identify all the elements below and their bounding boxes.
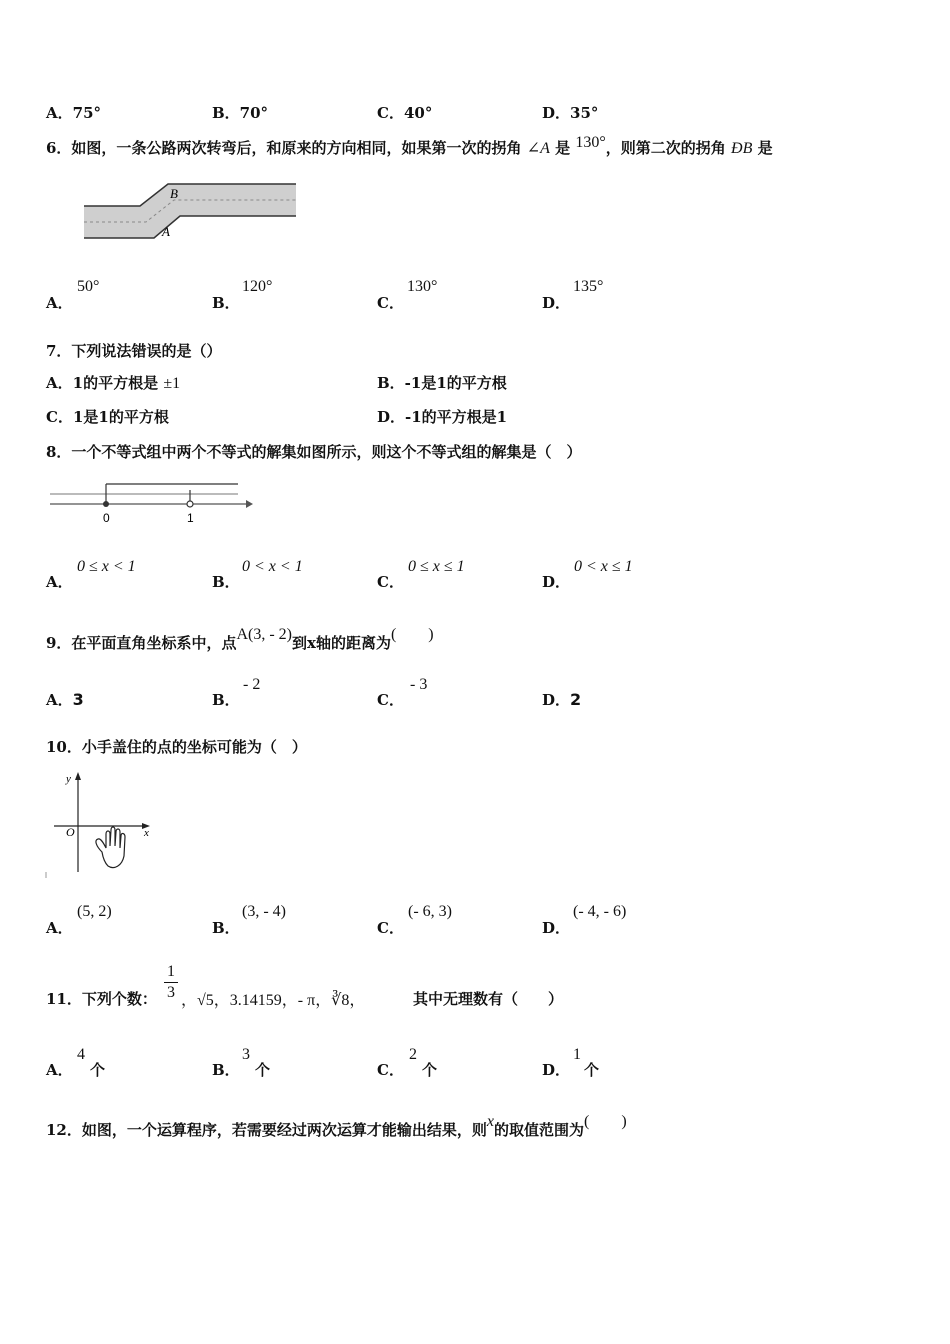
- q6-angle-b: ÐB: [731, 140, 753, 157]
- q5-option-b[interactable]: B．70°: [212, 104, 269, 122]
- q6-option-a-value: 50°: [77, 278, 100, 295]
- q11-option-d-unit: 个: [584, 1061, 600, 1079]
- q9-option-d-value: 2: [570, 690, 582, 709]
- origin-label: O: [66, 825, 75, 839]
- tick-label-1: 1: [187, 511, 194, 525]
- q9-option-b-value: - 2: [243, 676, 261, 693]
- q6-angle-value: 130°: [575, 134, 606, 151]
- q6-option-d-value: 135°: [573, 278, 604, 295]
- q8-number-line: [48, 478, 254, 528]
- number-line-arrow: [246, 500, 253, 508]
- q11-option-d-letter[interactable]: D．: [542, 1061, 571, 1079]
- q12-stem: [46, 1113, 627, 1140]
- q6-option-c-value: 130°: [407, 278, 438, 295]
- q6-stem-text-a: 6．如图，一条公路两次转弯后，和原来的方向相同，如果第一次的拐角: [46, 139, 522, 157]
- q11-option-d-num: 1: [573, 1046, 581, 1063]
- q5-option-d[interactable]: D．35°: [542, 104, 599, 122]
- q9-point: A(3, - 2): [236, 626, 292, 643]
- q9-option-c-letter[interactable]: C．: [377, 691, 404, 709]
- q11-option-c-num: 2: [409, 1046, 417, 1063]
- q6-stem-text-b: 是: [555, 139, 571, 157]
- q11-option-c-letter[interactable]: C．: [377, 1061, 404, 1079]
- q10-stem: 10．小手盖住的点的坐标可能为（ ）: [46, 738, 307, 756]
- point-zero-closed: [103, 501, 109, 507]
- q11-fraction-bar: [164, 982, 178, 983]
- x-axis-label: x: [144, 827, 149, 839]
- y-axis-label: y: [66, 773, 71, 785]
- q11-stem-question: 其中无理数有（ ）: [413, 990, 564, 1008]
- y-axis-arrow: [75, 772, 81, 780]
- road-label-b: B: [170, 186, 178, 201]
- q8-option-c-value: 0 ≤ x ≤ 1: [408, 558, 465, 575]
- q11-fraction-numerator: 1: [167, 963, 175, 980]
- q9-option-d-letter: D．: [542, 691, 571, 709]
- q7-option-a-math: ±1: [163, 375, 181, 392]
- q10-option-d-value: (- 4, - 6): [573, 903, 627, 920]
- q9-option-b-letter[interactable]: B．: [212, 691, 240, 709]
- tick-label-0: 0: [103, 511, 110, 525]
- q6-stem-text-c: ，则第二次的拐角: [605, 139, 726, 157]
- q11-option-b-letter[interactable]: B．: [212, 1061, 240, 1079]
- q10-option-d-letter[interactable]: D．: [542, 919, 571, 937]
- q11-option-a-num: 4: [77, 1046, 85, 1063]
- q7-option-b[interactable]: B．-1是1的平方根: [377, 374, 507, 392]
- q11-fraction-denominator: 3: [167, 984, 175, 1001]
- q11-fraction: [164, 963, 178, 1002]
- q9-stem-text-a: 9．在平面直角坐标系中，点: [46, 634, 237, 652]
- q10-option-a-value: (5, 2): [77, 903, 112, 920]
- q7-option-c[interactable]: C．1是1的平方根: [46, 408, 169, 426]
- q5-option-a[interactable]: A．75°: [46, 104, 102, 122]
- q7-option-a[interactable]: [46, 372, 180, 393]
- q9-option-c-value: - 3: [410, 676, 428, 693]
- q8-option-d-letter[interactable]: D．: [542, 573, 571, 591]
- q9-answer-paren: ( ): [390, 626, 434, 643]
- q6-option-d-letter[interactable]: D．: [542, 294, 571, 312]
- q10-option-c-value: (- 6, 3): [408, 903, 452, 920]
- road-label-a: A: [162, 224, 170, 239]
- q9-option-a-letter: A．: [46, 691, 73, 709]
- hand-icon: [96, 827, 125, 868]
- road-fill: [84, 184, 296, 238]
- q12-stem-text-b: 的取值范围为: [494, 1121, 585, 1139]
- q10-coordinate-figure: [44, 768, 154, 880]
- q9-option-a-value: 3: [72, 690, 84, 709]
- point-one-open: [187, 501, 193, 507]
- q6-road-figure: [80, 178, 300, 246]
- q11-option-c-unit: 个: [422, 1061, 438, 1079]
- q6-angle-a: ∠A: [526, 140, 550, 157]
- q8-option-b-letter[interactable]: B．: [212, 573, 240, 591]
- q6-option-a-letter[interactable]: A．: [46, 294, 73, 312]
- q8-option-a-letter[interactable]: A．: [46, 573, 73, 591]
- q9-stem-text-b: 到x轴的距离为: [292, 634, 391, 652]
- q6-option-c-letter[interactable]: C．: [377, 294, 404, 312]
- q8-option-b-value: 0 < x < 1: [242, 558, 303, 575]
- q10-option-c-letter[interactable]: C．: [377, 919, 404, 937]
- q11-stem-label: 11．下列个数：: [46, 990, 157, 1008]
- q11-number-list: ，√5，3.14159，- π，∛8，: [181, 992, 366, 1009]
- q6-stem: [46, 134, 773, 158]
- q7-option-d[interactable]: D．-1的平方根是1: [377, 408, 508, 426]
- q7-option-a-letter: A．: [46, 374, 73, 392]
- q8-option-a-value: 0 ≤ x < 1: [77, 558, 136, 575]
- q11-option-b-unit: 个: [255, 1061, 271, 1079]
- q6-option-b-value: 120°: [242, 278, 273, 295]
- q11-option-b-num: 3: [242, 1046, 250, 1063]
- q9-option-a[interactable]: [46, 689, 84, 710]
- q11-option-a-letter[interactable]: A．: [46, 1061, 73, 1079]
- q12-stem-text-a: 12．如图，一个运算程序，若需要经过两次运算才能输出结果，则: [46, 1121, 487, 1139]
- q8-option-d-value: 0 < x ≤ 1: [574, 558, 633, 575]
- q7-stem: 7．下列说法错误的是（）: [46, 342, 222, 360]
- q8-option-c-letter[interactable]: C．: [377, 573, 404, 591]
- q12-variable: x: [486, 1113, 494, 1130]
- q10-option-a-letter[interactable]: A．: [46, 919, 73, 937]
- q6-stem-text-d: 是: [757, 139, 773, 157]
- q8-stem: 8．一个不等式组中两个不等式的解集如图所示，则这个不等式组的解集是（ ）: [46, 443, 582, 461]
- q9-option-d[interactable]: [542, 689, 581, 710]
- q9-stem: [46, 626, 434, 653]
- q5-option-c[interactable]: C．40°: [377, 104, 433, 122]
- q7-option-a-text: 1的平方根是: [72, 374, 159, 392]
- q10-option-b-letter[interactable]: B．: [212, 919, 240, 937]
- q12-answer-paren: ( ): [584, 1113, 627, 1130]
- q10-option-b-value: (3, - 4): [242, 903, 286, 920]
- q11-option-a-unit: 个: [90, 1061, 106, 1079]
- q6-option-b-letter[interactable]: B．: [212, 294, 240, 312]
